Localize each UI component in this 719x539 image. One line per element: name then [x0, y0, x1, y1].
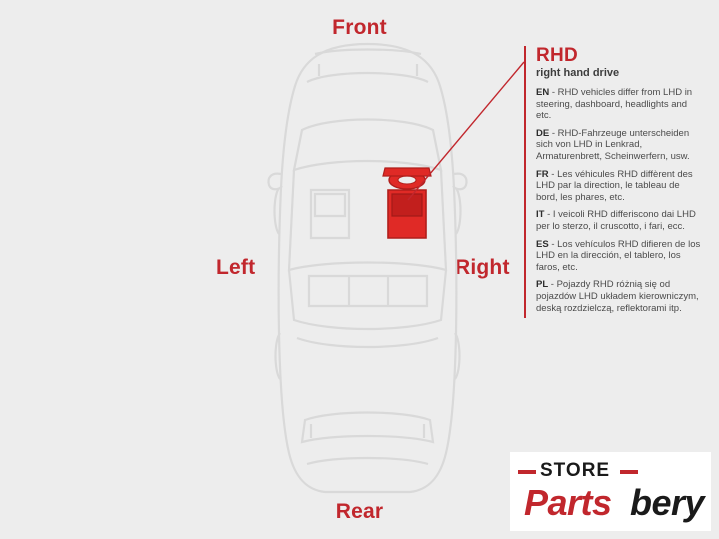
- lang-text-en: - RHD vehicles differ from LHD in steering, dashboard, headlights and etc.: [536, 87, 693, 122]
- lang-code-es: ES: [536, 238, 549, 250]
- rhd-callout-panel: [524, 46, 702, 318]
- brand-logo: [510, 452, 711, 531]
- orientation-label-rear: Rear: [335, 500, 384, 523]
- lang-row-es: [536, 239, 702, 274]
- lang-text-it: - I veicoli RHD differiscono dai LHD per lo sterzo, il cruscotto, i fari, ecc.: [536, 209, 696, 232]
- lang-row-fr: [536, 169, 702, 204]
- car-top-view-diagram: [245, 38, 490, 498]
- lang-row-pl: [536, 279, 702, 314]
- lang-text-fr: - Les véhicules RHD diffèrent des LHD par la direction, le tableau de bord, les phares, etc.: [536, 168, 693, 203]
- logo-bery-text: bery: [630, 482, 705, 523]
- lang-text-pl: - Pojazdy RHD różnią się od pojazdów LHD układem kierowniczym, deską rozdzielczą, reflektorami itp.: [536, 279, 699, 314]
- lang-text-de: - RHD-Fahrzeuge unterscheiden sich von LHD in Lenkrad, Armaturenbrett, Scheinwerfern, usw.: [536, 127, 690, 162]
- lang-row-en: [536, 87, 702, 122]
- logo-store-text: STORE: [540, 460, 611, 481]
- lang-code-it: IT: [536, 209, 545, 221]
- lang-code-en: EN: [536, 87, 550, 98]
- callout-title: RHD: [536, 45, 579, 66]
- lang-text-es: - Los vehículos RHD difieren de los LHD en la dirección, el tablero, los faros, etc.: [536, 238, 701, 273]
- rhd-driver-position-highlight: [383, 168, 431, 238]
- lang-code-pl: PL: [536, 279, 549, 291]
- lang-row-de: [536, 128, 702, 163]
- orientation-label-right: Right: [455, 256, 510, 279]
- lang-code-de: DE: [536, 127, 550, 139]
- logo-dash-left-icon: [518, 470, 536, 474]
- lang-code-fr: FR: [536, 168, 549, 180]
- callout-subtitle: right hand drive: [536, 67, 620, 79]
- orientation-label-front: Front: [332, 16, 387, 39]
- lang-row-it: [536, 209, 702, 232]
- orientation-label-left: Left: [216, 256, 256, 279]
- logo-parts-text: Parts: [524, 482, 612, 523]
- logo-dash-right-icon: [620, 470, 638, 474]
